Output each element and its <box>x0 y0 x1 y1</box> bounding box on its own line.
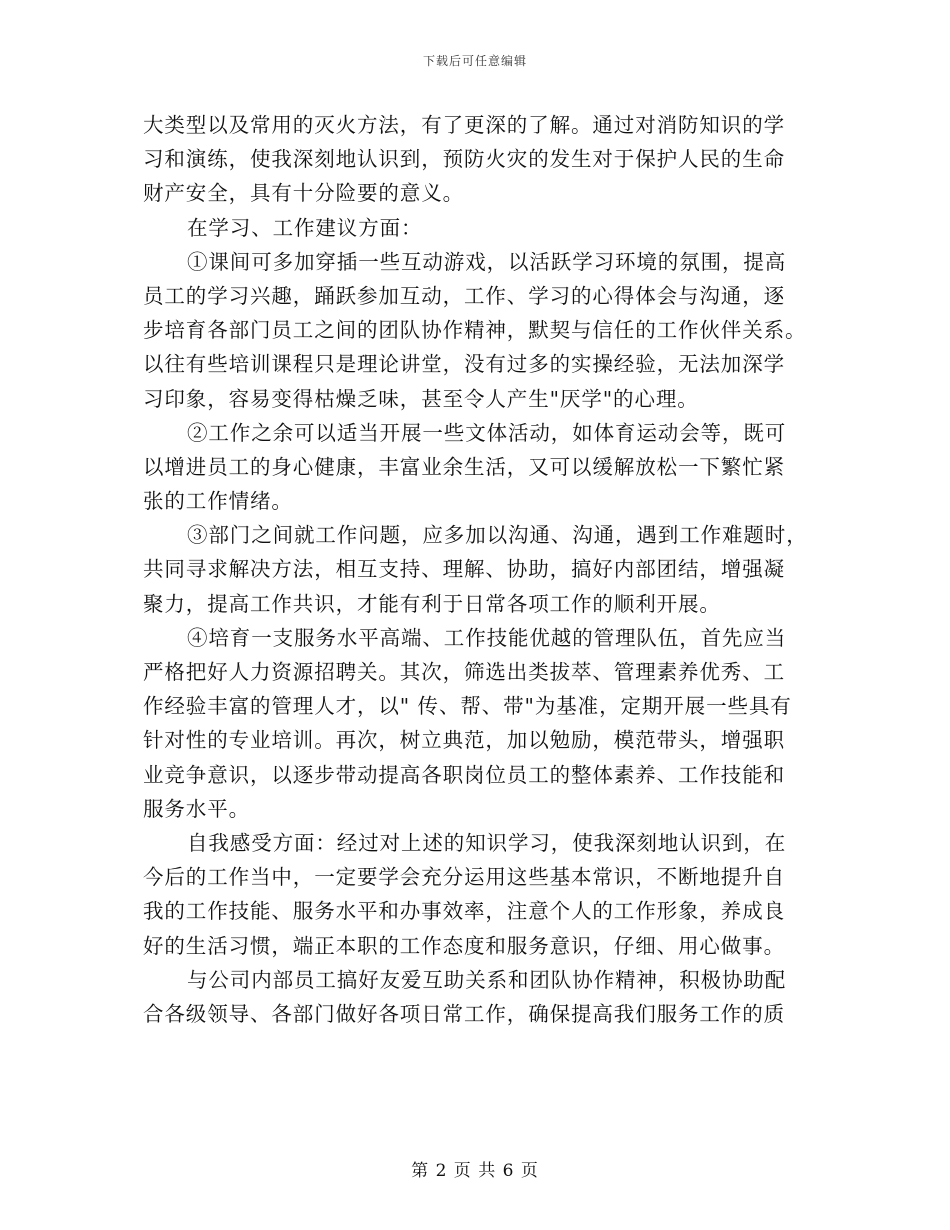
text-line: 以增进员工的身心健康，丰富业余生活，又可以缓解放松一下繁忙紧 <box>143 454 785 479</box>
text-line: 服务水平。 <box>143 796 250 821</box>
text-line: 自我感受方面：经过对上述的知识学习，使我深刻地认识到，在 <box>187 830 787 855</box>
text-line: ④培育一支服务水平高端、工作技能优越的管理队伍，首先应当 <box>187 625 787 650</box>
page-header: 下载后可任意编辑 <box>422 54 527 68</box>
text-line: 共同寻求解决方法，相互支持、理解、协助，搞好内部团结，增强凝 <box>143 557 785 582</box>
text-line: 严格把好人力资源招聘关。其次，筛选出类拔萃、管理素养优秀、工 <box>143 660 785 684</box>
text-line: 合各级领导、各部门做好各项日常工作，确保提高我们服务工作的质 <box>143 1001 785 1026</box>
text-line: 针对性的专业培训。再次，树立典范，加以勉励，模范带头，增强职 <box>143 728 785 753</box>
text-line: 习和演练，使我深刻地认识到，预防火灾的发生对于保护人民的生命 <box>143 147 785 172</box>
document-body <box>143 108 813 1031</box>
text-line: 财产安全，具有十分险要的意义。 <box>143 181 464 206</box>
text-line: 作经验丰富的管理人才，以" 传、帮、带"为基准，定期开展一些具有 <box>143 694 792 719</box>
text-line: 张的工作情绪。 <box>143 489 293 514</box>
text-line: 大类型以及常用的灭火方法，有了更深的了解。通过对消防知识的学 <box>143 113 785 137</box>
text-line: 我的工作技能、服务水平和办事效率，注意个人的工作形象，养成良 <box>143 899 785 924</box>
text-line: 今后的工作当中，一定要学会充分运用这些基本常识，不断地提升自 <box>143 865 785 890</box>
text-line: 与公司内部员工搞好友爱互助关系和团队协作精神，积极协助配 <box>187 967 787 992</box>
text-line: 员工的学习兴趣，踊跃参加互动，工作、学习的心得体会与沟通，逐 <box>143 283 785 308</box>
text-line: 在学习、工作建议方面： <box>187 215 423 240</box>
text-line: ①课间可多加穿插一些互动游戏，以活跃学习环境的氛围，提高 <box>187 249 787 274</box>
text-line: 好的生活习惯，端正本职的工作态度和服务意识，仔细、用心做事。 <box>143 933 785 958</box>
text-line: 步培育各部门员工之间的团队协作精神，默契与信任的工作伙伴关系。 <box>143 318 807 343</box>
text-line: 聚力，提高工作共识，才能有利于日常各项工作的顺利开展。 <box>143 591 721 616</box>
text-line: 习印象，容易变得枯燥乏味，甚至令人产生"厌学"的心理。 <box>143 386 699 411</box>
text-line: ③部门之间就工作问题，应多加以沟通、沟通，遇到工作难题时， <box>187 523 808 548</box>
page-footer: 第 2 页 共 6 页 <box>411 1161 539 1181</box>
text-line: ②工作之余可以适当开展一些文体活动，如体育运动会等，既可 <box>187 420 787 445</box>
text-line: 以往有些培训课程只是理论讲堂，没有过多的实操经验，无法加深学 <box>143 352 785 377</box>
text-line: 业竞争意识，以逐步带动提高各职岗位员工的整体素养、工作技能和 <box>143 762 785 787</box>
